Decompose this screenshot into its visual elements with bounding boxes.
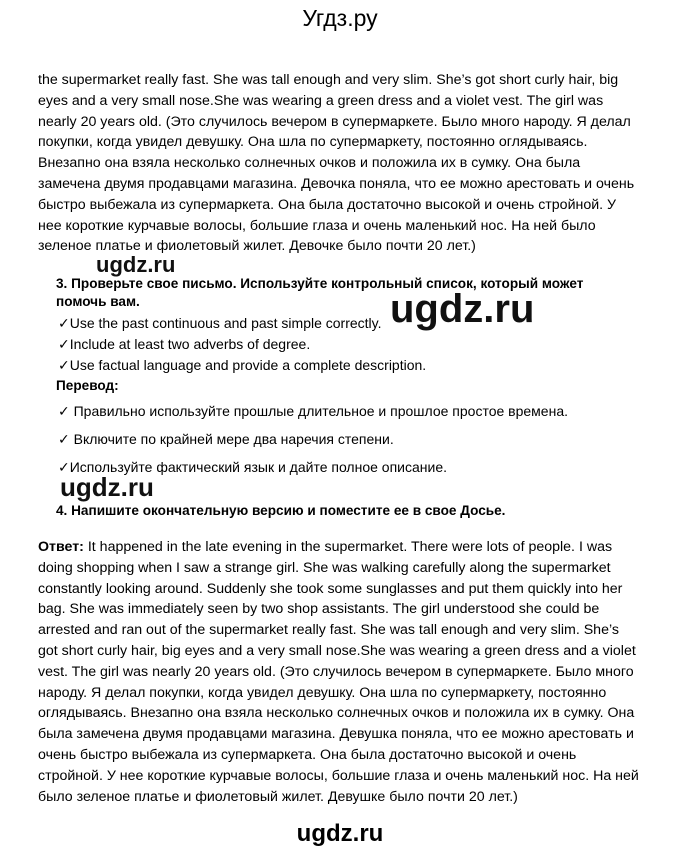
answer-text: It happened in the late evening in the supermarket. There were lots of people. I was doing shopping when I saw a strange girl. She was walking carefully along the supermarket constantly looking around. Suddenly she took some sunglasses and put them quickly into her bag. She was immediately seen by two shop assistants. The girl understood she could be arrested and ran out of the supermarket really fast. She was tall enough and very slim. She’s got short curly hair, big eyes and a very small nose.She was wearing a green dress and a violet vest. The girl was nearly 20 years old. (Это случилось вечером в супермаркете. Было много народу. Я делал покупки, когда увидел девушку. Она шла по супермаркету, постоянно оглядываясь. Внезапно она взяла несколько солнечных очков и положила их в сумку. Она была замечена двумя продавцами магазина. Девушка поняла, что ее можно арестовать и очень быстро выбежала из супермаркета. Она была достаточно высокой и очень стройной. У нее короткие курчавые волосы, большие глаза и очень маленький нос. На ней было зеленое платье и фиолетовый жилет. Девушке было почти 20 лет.) [38,539,639,805]
watermark: ugdz.ru [390,287,535,331]
task3-heading: 3. Проверьте свое письмо. Используйте контрольный список, который может помочь вам. [56,276,584,309]
site-title[interactable]: Угдз.ру [302,5,378,31]
checklist-item: ✓Use the past continuous and past simple correctly. [58,315,382,331]
answer-label: Ответ: [38,539,84,555]
watermark: ugdz.ru [96,252,176,277]
translation-item: ✓ Включите по крайней мере два наречия степени. [58,431,394,447]
watermark: ugdz.ru [60,472,154,502]
task4-heading: 4. Напишите окончательную версию и поместите ее в свое Досье. [56,503,506,518]
translation-item: ✓ Правильно используйте прошлые длительное и прошлое простое времена. [58,403,569,419]
checklist-item: ✓Use factual language and provide a complete description. [58,357,427,373]
translation-label: Перевод: [56,378,119,393]
translation-item: ✓Используйте фактический язык и дайте полное описание. [58,459,447,475]
answer-paragraph [38,537,642,807]
checklist-item: ✓Include at least two adverbs of degree. [58,336,311,352]
intro-paragraph: the supermarket really fast. She was tall enough and very slim. She’s got short curly hair, big eyes and a very small nose.She was wearing a green dress and a violet vest. The girl was nearly 20 years old. (Это случилось вечером в супермаркете. Было много народу. Я делал покупки, когда увидел девушку. Она шла по супермаркету, постоянно оглядываясь. Внезапно она взяла несколько солнечных очков и положила их в сумку. Она была замечена двумя продавцами магазина. Девочка поняла, что ее можно арестовать и очень быстро выбежала из супермаркета. Она была достаточно высокой и очень стройной. У нее короткие курчавые волосы, большие глаза и очень маленький нос. На ней было зеленое платье и фиолетовый жилет. Девочке было почти 20 лет.) [38,72,635,255]
footer-watermark: ugdz.ru [296,820,384,847]
